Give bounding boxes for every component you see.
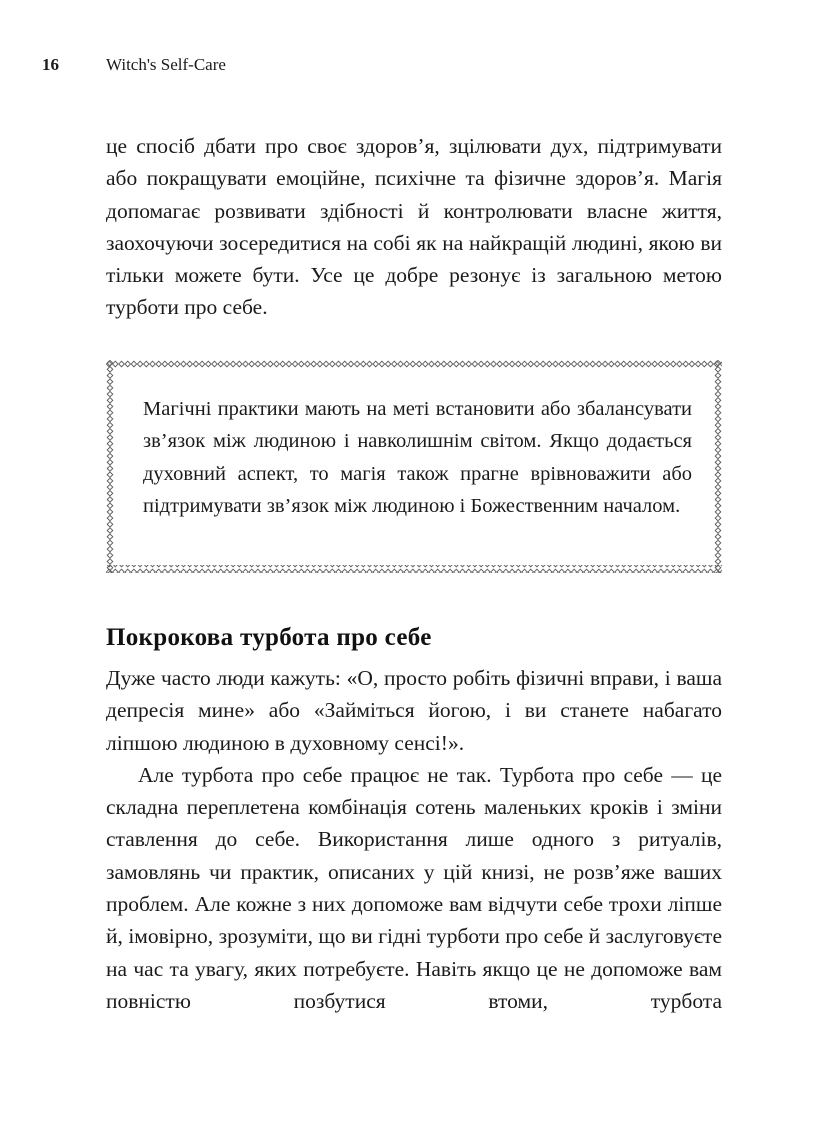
- section-heading: Покрокова турбота про себе: [106, 624, 432, 651]
- section-body: [106, 662, 722, 1017]
- book-title: Witch's Self-Care: [106, 55, 226, 74]
- intro-paragraph: це спосіб дбати про своє здоров’я, зцілювати дух, підтримувати або покращувати емоційне, психічне та фізичне здоров’я. Магія допомагає розвивати здібності й контролювати власне життя, заохочуючи зосередитися на собі як на найкращій людині, якою ви тільки можете бути. Усе це добре резонує із загальною метою турботи про себе.: [106, 134, 722, 320]
- intro-paragraph-block: [106, 130, 722, 324]
- section-paragraph-2: Але турбота про себе працює не так. Турбота про себе — це складна переплетена комбінація сотень маленьких кроків і зміни ставлення до себе. Використання лише одного з ритуалів, замовлянь чи практик, описаних у цій книзі, не розв’яже ваших проблем. Але кожне з них допоможе вам відчути себе трохи ліпше й, імовірно, зрозуміти, що ви гідні турботи про себе й заслуговуєте на час та увагу, яких потребуєте. Навіть якщо це не допоможе вам повністю позбутися втоми, турбота: [106, 762, 722, 1013]
- callout-text: Магічні практики мають на меті встановити або збалансувати зв’язок між людиною і навколишнім світом. Якщо додається духовний аспект, то магія також прагне врівноважити або підтримувати зв’язок між людиною і Божественним началом.: [143, 398, 692, 517]
- page-number: 16: [42, 55, 59, 74]
- running-head: [42, 55, 226, 75]
- section-paragraph-1: Дуже часто люди кажуть: «О, просто робіть фізичні вправи, і ваша депресія мине» або «Займіться йогою, і ви станете набагато ліпшою людиною в духовному сенсі!».: [106, 666, 722, 755]
- callout-box: [106, 360, 722, 573]
